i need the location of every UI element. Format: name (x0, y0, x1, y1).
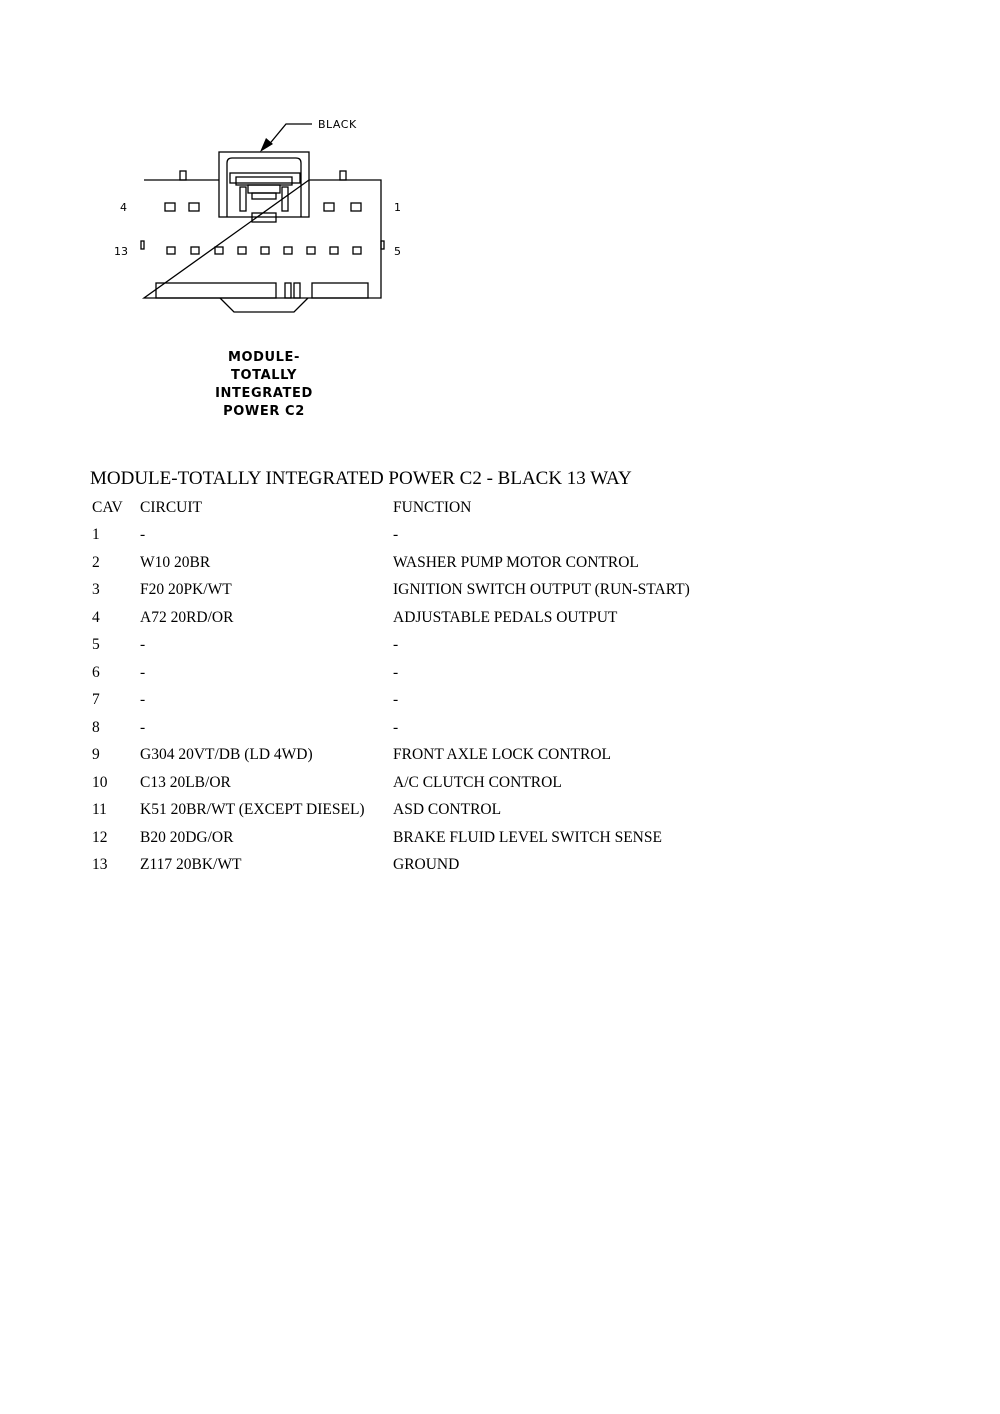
diagram-caption-line-1: MODULE- (227, 350, 301, 365)
diagram-caption-line-4: POWER C2 (223, 404, 305, 419)
cavity-11 (215, 247, 223, 254)
latch-tab-1 (248, 185, 280, 193)
cavity-7 (307, 247, 315, 254)
diagram-caption-line-3: INTEGRATED (215, 386, 313, 401)
cav-cell: 7 (92, 691, 100, 709)
table-row (92, 742, 753, 770)
function-cell: ADJUSTABLE PEDALS OUTPUT (393, 608, 618, 626)
table-row (92, 659, 753, 687)
function-cell: - (393, 636, 399, 654)
function-cell: IGNITION SWITCH OUTPUT (RUN-START) (393, 581, 690, 599)
circuit-cell: K51 20BR/WT (EXCEPT DIESEL) (140, 801, 365, 819)
circuit-cell: C13 20LB/OR (140, 773, 231, 791)
body-nub-left (180, 171, 186, 180)
cav-cell: 5 (92, 636, 100, 654)
table-row (92, 769, 753, 797)
circuit-cell: - (140, 718, 146, 736)
table-row (92, 687, 753, 715)
circuit-cell: W10 20BR (140, 553, 211, 571)
cavity-5 (353, 247, 361, 254)
callout-leader (267, 124, 312, 147)
callout-arrowhead (260, 138, 273, 152)
header-function: FUNCTION (393, 498, 472, 516)
function-cell: BRAKE FLUID LEVEL SWITCH SENSE (393, 828, 662, 846)
function-cell: - (393, 526, 399, 544)
pinout-table (92, 494, 753, 879)
circuit-cell: A72 20RD/OR (140, 608, 234, 626)
cavity-10 (238, 247, 246, 254)
function-cell: A/C CLUTCH CONTROL (393, 773, 562, 791)
skirt-right (312, 283, 368, 298)
cavity-2 (324, 203, 334, 211)
header-circuit: CIRCUIT (140, 498, 202, 516)
table-row (92, 577, 753, 605)
latch-inner-frame (227, 158, 301, 217)
circuit-cell: - (140, 691, 146, 709)
latch-tab-2 (252, 193, 276, 199)
function-cell: - (393, 718, 399, 736)
cav-cell: 9 (92, 746, 100, 764)
function-cell: FRONT AXLE LOCK CONTROL (393, 746, 612, 764)
circuit-cell: - (140, 526, 146, 544)
cavity-13 (167, 247, 175, 254)
connector-tab (220, 298, 308, 312)
skirt-key-2 (294, 283, 300, 298)
table-row (92, 797, 753, 825)
table-row (92, 632, 753, 660)
skirt-key-1 (285, 283, 291, 298)
cav-cell: 6 (92, 663, 100, 681)
skirt-left (156, 283, 276, 298)
callout-label: BLACK (318, 118, 357, 131)
document-title: MODULE-TOTALLY INTEGRATED POWER C2 - BLACK 13 WAY (90, 468, 632, 489)
circuit-cell: F20 20PK/WT (140, 581, 232, 599)
circuit-cell: G304 20VT/DB (LD 4WD) (140, 746, 313, 764)
cavity-9 (261, 247, 269, 254)
header-cav: CAV (92, 498, 123, 516)
function-cell: - (393, 663, 399, 681)
circuit-cell: - (140, 636, 146, 654)
body-side-nub-left (141, 241, 144, 249)
cav-cell: 1 (92, 526, 100, 544)
cav-cell: 13 (92, 856, 108, 874)
function-cell: ASD CONTROL (393, 801, 502, 819)
diagram-caption-line-2: TOTALLY (231, 368, 297, 383)
connector-diagram (100, 105, 420, 435)
cav-cell: 2 (92, 553, 100, 571)
cavity-4 (165, 203, 175, 211)
cav-cell: 3 (92, 581, 100, 599)
circuit-cell: B20 20DG/OR (140, 828, 234, 846)
cavity-1 (351, 203, 361, 211)
function-cell: GROUND (393, 856, 460, 874)
latch-bar-inner (236, 177, 292, 185)
pin-label-5: 5 (394, 245, 401, 258)
circuit-cell: - (140, 663, 146, 681)
table-row (92, 522, 753, 550)
latch-post-left (240, 187, 246, 211)
cav-cell: 10 (92, 773, 108, 791)
cav-cell: 4 (92, 608, 100, 626)
cavity-3 (189, 203, 199, 211)
pin-label-1: 1 (394, 201, 401, 214)
table-row (92, 604, 753, 632)
pinout-table-body (92, 522, 753, 880)
cav-cell: 11 (92, 801, 107, 819)
table-header-row (92, 494, 753, 522)
table-row (92, 549, 753, 577)
pin-label-13: 13 (114, 245, 128, 258)
table-row (92, 714, 753, 742)
connector-body (144, 180, 381, 298)
connector-drawing (100, 105, 420, 435)
body-nub-right (340, 171, 346, 180)
table-row (92, 824, 753, 852)
cavity-6 (330, 247, 338, 254)
body-side-nub-right (381, 241, 384, 249)
cavity-12 (191, 247, 199, 254)
circuit-cell: Z117 20BK/WT (140, 856, 242, 874)
table-row (92, 852, 753, 880)
function-cell: - (393, 691, 399, 709)
cavity-8 (284, 247, 292, 254)
pin-label-4: 4 (120, 201, 127, 214)
cav-cell: 8 (92, 718, 100, 736)
function-cell: WASHER PUMP MOTOR CONTROL (393, 553, 639, 571)
cav-cell: 12 (92, 828, 108, 846)
latch-bar (230, 173, 300, 183)
